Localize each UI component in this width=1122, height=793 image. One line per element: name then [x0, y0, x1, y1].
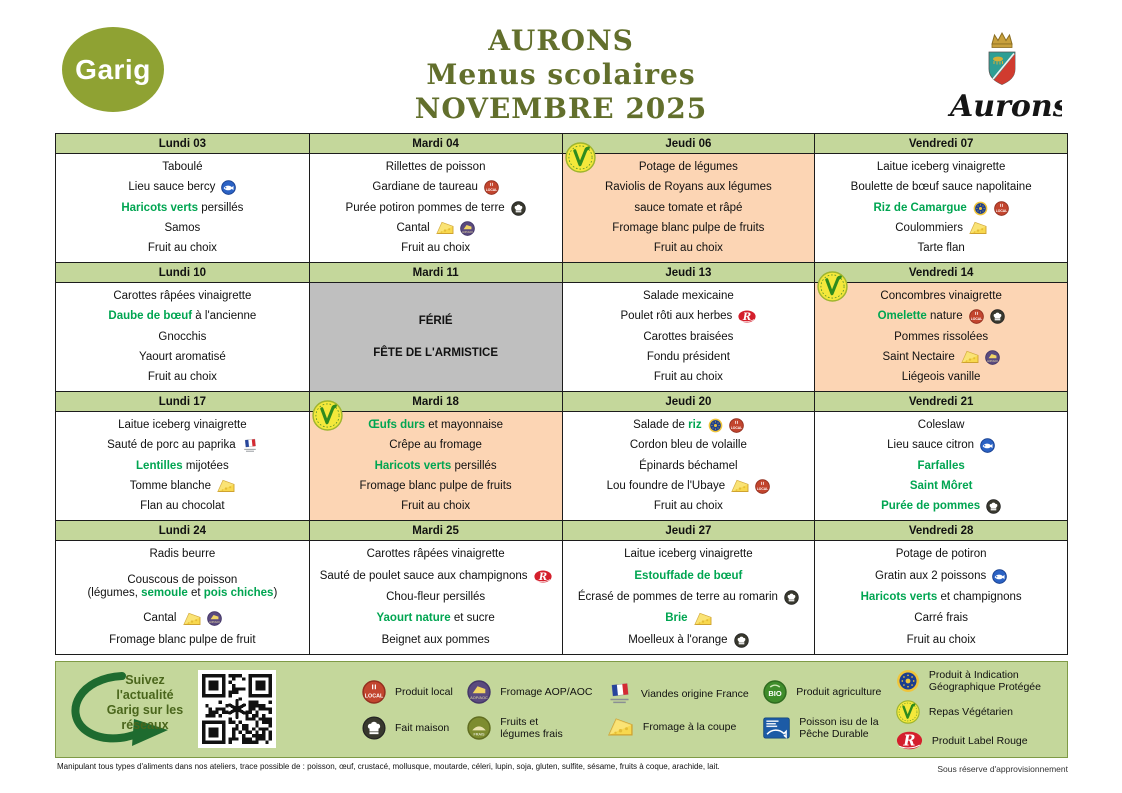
day-cell [562, 154, 815, 262]
menu-item: Yaourt nature et sucre [376, 612, 495, 625]
fromage-coupe-icon [961, 350, 979, 364]
produit-local-icon [969, 309, 984, 324]
legend-item-label: Viandes origine France [640, 687, 749, 700]
social-follow-block [56, 662, 328, 757]
day-cell [562, 541, 815, 654]
svg-text:R: R [538, 571, 547, 583]
day-header: Lundi 24 [56, 520, 309, 541]
label-rouge-icon [738, 310, 756, 323]
menu-item: Fruit au choix [147, 371, 217, 384]
follow-text: Suivez l'actualité Garig sur les réseaux [106, 673, 184, 732]
legend-column [362, 680, 453, 740]
svg-text:R: R [743, 312, 752, 324]
menu-item: Laitue iceberg vinaigrette [624, 548, 753, 561]
menu-item: Salade mexicaine [642, 289, 734, 302]
menu-item: Flan au chocolat [140, 500, 225, 513]
menu-item: Fromage blanc pulpe de fruits [612, 221, 765, 234]
menu-item: Épinards béchamel [639, 459, 738, 472]
menu-item: Moelleux à l'orange [567, 630, 811, 651]
svg-text:LOCAL: LOCAL [730, 425, 742, 430]
svg-text:LOCAL: LOCAL [995, 208, 1008, 213]
svg-text:LOCAL: LOCAL [970, 316, 982, 321]
day-header: Jeudi 06 [562, 134, 815, 154]
label-rouge-icon [896, 731, 923, 750]
viandes-france-icon [242, 438, 258, 453]
menu-item: Fruit au choix [653, 371, 723, 384]
menu-item: Fromage blanc pulpe de fruit [109, 633, 256, 646]
repas-vegetarien-badge [565, 142, 596, 173]
menu-item: Fruit au choix [147, 242, 217, 255]
peche-durable-icon [980, 438, 995, 453]
legend-item [607, 682, 749, 705]
svg-text:LOCAL: LOCAL [756, 486, 769, 491]
menu-item: Gnocchis [158, 330, 207, 343]
day-header: Vendredi 21 [814, 391, 1067, 412]
menu-item: Potage de légumes [638, 160, 738, 173]
fromage-coupe-icon [731, 479, 749, 493]
menu-item: Tarte flan [917, 242, 965, 255]
day-cell [56, 541, 309, 654]
igp-icon [973, 201, 988, 216]
day-header: Mardi 25 [309, 520, 562, 541]
legend-item [467, 680, 592, 704]
legend-item [467, 716, 592, 740]
menu-item: Yaourt aromatisé [139, 350, 226, 363]
fait-maison-icon [511, 201, 526, 216]
day-header: Mardi 04 [309, 134, 562, 154]
igp-icon [896, 669, 920, 693]
svg-text:LOCAL: LOCAL [364, 692, 384, 699]
menu-item: Gratin aux 2 poissons [819, 565, 1063, 586]
menu-item: Écrasé de pommes de terre au romarin [567, 587, 811, 608]
menu-item: Fruit au choix [653, 500, 723, 513]
legend-column [607, 682, 749, 737]
day-cell [562, 283, 815, 391]
allergen-notice: Manipulant tous types d'aliments dans nos ateliers, trace possible de : poisson, œuf, crustacé, mollusque, moutarde, céleri, lupin, soja, gluten, sulfite, sésame, fruits à coque, arachide, lait. [57, 762, 720, 771]
menu-item: Laitue iceberg vinaigrette [876, 160, 1006, 173]
day-header: Vendredi 07 [814, 134, 1067, 154]
menu-item: Coulommiers [819, 218, 1063, 238]
day-header: Jeudi 27 [562, 520, 815, 541]
day-cell [56, 283, 309, 391]
menu-item: Concombres vinaigrette [880, 289, 1002, 302]
title-month: NOVEMBRE 2025 [414, 92, 708, 125]
menu-item: Couscous de poisson (légumes, semoule et pois chiches) [87, 573, 278, 599]
legend-item [896, 669, 1041, 693]
svg-text:LOCAL: LOCAL [485, 187, 498, 192]
svg-text:AOP/AOC: AOP/AOC [461, 230, 473, 234]
produit-local-icon [362, 680, 386, 704]
label-rouge-icon [534, 570, 552, 583]
day-header: Lundi 10 [56, 262, 309, 283]
svg-text:AOP/AOC: AOP/AOC [986, 359, 998, 363]
fait-maison-icon [734, 633, 749, 648]
menu-item: Carottes râpées vinaigrette [366, 548, 505, 561]
viandes-france-icon [607, 682, 632, 705]
aurons-script-text: Aurons [950, 89, 1062, 124]
menu-item: Lieu sauce bercy [60, 177, 305, 197]
menu-item: Rillettes de poisson [385, 160, 486, 173]
garig-logo [62, 27, 164, 112]
menu-item: Haricots verts persillés [121, 201, 244, 214]
menu-item: Gardiane de taureau LOCAL [372, 181, 498, 194]
menu-item: Purée potiron pommes de terre [314, 198, 558, 218]
menu-item: Sauté de porc au paprika [60, 435, 305, 455]
menu-item: Carottes râpées vinaigrette [113, 289, 252, 302]
peche-durable-icon [221, 180, 236, 195]
produit-local-icon [729, 418, 744, 433]
legend-item [362, 680, 453, 704]
fromage-aop-icon [207, 611, 222, 626]
menu-item: Tomme blanche [60, 476, 305, 496]
menu-item: Cantal AOP/AOC [143, 612, 220, 625]
title-commune: AURONS [488, 24, 634, 57]
legend-column [467, 680, 592, 740]
legend-columns [328, 662, 1067, 757]
menu-item: Carré frais [914, 612, 968, 625]
menu-item: Purée de pommes [819, 497, 1063, 517]
menu-item: Brie [567, 608, 811, 629]
bio-icon [763, 680, 787, 704]
legend-item-label: Fromage à la coupe [642, 721, 737, 733]
menu-item: Laitue iceberg vinaigrette [118, 418, 247, 431]
day-header: Jeudi 20 [562, 391, 815, 412]
menu-item: Farfalles [917, 459, 965, 472]
menu-item: Chou-fleur persillés [386, 591, 486, 604]
legend-panel [55, 661, 1068, 758]
svg-text:FRAIS: FRAIS [473, 731, 485, 736]
aurons-coat-of-arms [942, 22, 1062, 126]
svg-text:BIO: BIO [768, 688, 782, 698]
fait-maison-icon [990, 309, 1005, 324]
day-cell [309, 154, 562, 262]
repas-vegetarien-badge [817, 271, 848, 302]
fromage-coupe-icon [183, 612, 201, 626]
menu-item: Taboulé [162, 160, 203, 173]
fait-maison-icon [362, 716, 386, 740]
qr-code [198, 670, 276, 748]
menu-item: Boulette de bœuf sauce napolitaine [850, 181, 1032, 194]
menu-item: Cantal AOP/AOC [396, 221, 473, 234]
legend-item-label: Fait maison [395, 721, 450, 734]
menu-item: Fruit au choix [401, 242, 471, 255]
day-cell [56, 412, 309, 520]
day-cell [309, 412, 562, 520]
legend-item [763, 680, 881, 704]
day-cell [56, 154, 309, 262]
menu-item: Estouffade de bœuf [634, 569, 743, 582]
menu-item: Saint Môret [909, 479, 973, 492]
menu-item: Salade de riz LOCAL [633, 418, 742, 431]
day-cell [814, 412, 1067, 520]
menu-item: Radis beurre [149, 548, 216, 561]
legend-item [896, 731, 1041, 750]
day-header: Jeudi 13 [562, 262, 815, 283]
day-header: Lundi 17 [56, 391, 309, 412]
fait-maison-icon [986, 499, 1001, 514]
menu-item: Liégeois vanille [901, 371, 981, 384]
peche-durable-icon [992, 569, 1007, 584]
menu-item: Lieu sauce citron [819, 435, 1063, 455]
day-cell [814, 541, 1067, 654]
menu-item: Carottes braisées [643, 330, 734, 343]
menu-item: Fromage blanc pulpe de fruits [359, 479, 512, 492]
repas-vegetarien-badge [312, 400, 343, 431]
day-cell [309, 541, 562, 654]
fromage-coupe-icon [969, 221, 987, 235]
fromage-coupe-icon [436, 221, 454, 235]
day-header: Lundi 03 [56, 134, 309, 154]
shield-icon [989, 52, 1015, 85]
menu-item: Potage de potiron [895, 548, 987, 561]
fromage-aop-icon [985, 350, 1000, 365]
fait-maison-icon [784, 590, 799, 605]
menu-item: Poulet rôti aux herbes R [567, 306, 811, 326]
menu-item: sauce tomate et râpé [634, 201, 743, 214]
menu-item: Daube de bœuf à l'ancienne [108, 310, 257, 323]
day-header: Mardi 11 [309, 262, 562, 283]
holiday-notice: FÉRIÉ FÊTE DE L'ARMISTICE [373, 315, 498, 359]
menu-item: Raviolis de Royans aux légumes [604, 181, 772, 194]
menu-item: Riz de Camargue LOCAL [873, 201, 1008, 214]
menu-item: Sauté de poulet sauce aux champignons R [314, 565, 558, 586]
supply-note: Sous réserve d'approvisionnement [937, 764, 1068, 774]
legend-column [896, 669, 1041, 750]
menu-item: Fruit au choix [653, 242, 723, 255]
legend-item-label: Poisson isu de la Pêche Durable [799, 715, 879, 740]
menu-item: Fondu président [646, 350, 730, 363]
produit-local-icon [484, 180, 499, 195]
menu-item: Œufs durs et mayonnaise [368, 418, 504, 431]
menu-item: Haricots verts persillés [374, 459, 497, 472]
day-cell [309, 283, 562, 391]
menu-item: Saint Nectaire AOP/AOC [882, 350, 998, 363]
day-cell [814, 283, 1067, 391]
menu-item: Lou foundre de l'Ubaye LOCAL [606, 479, 769, 492]
fromage-coupe-icon [607, 717, 634, 737]
legend-column [763, 680, 881, 740]
day-cell [814, 154, 1067, 262]
garig-logo-text: Garig [75, 53, 151, 85]
menu-item: Fruit au choix [906, 633, 976, 646]
legend-item [607, 717, 749, 737]
menu-item: Fruit au choix [401, 500, 471, 513]
fruits-legumes-icon [467, 716, 491, 740]
menu-item: Lentilles mijotées [136, 459, 229, 472]
svg-text:AOP/AOC: AOP/AOC [470, 694, 489, 700]
legend-item-label: Produit local [395, 685, 453, 698]
fromage-coupe-icon [217, 479, 235, 493]
legend-item-label: Repas Végétarien [928, 706, 1013, 718]
menu-item: Haricots verts et champignons [860, 591, 1022, 604]
legend-item-label: Fruits et légumes frais [500, 715, 563, 740]
produit-local-icon [755, 479, 770, 494]
fromage-coupe-icon [694, 612, 712, 626]
svg-text:R: R [903, 732, 916, 750]
legend-item [763, 716, 881, 740]
menu-item: Crêpe au fromage [389, 439, 482, 452]
igp-icon [708, 418, 723, 433]
title-subject: Menus scolaires [426, 58, 696, 91]
menu-table [55, 133, 1068, 655]
day-header: Vendredi 28 [814, 520, 1067, 541]
legend-item-label: Produit Label Rouge [931, 734, 1028, 747]
legend-item-label: Produit à Indication Géographique Protégée [928, 669, 1041, 693]
menu-item: Coleslaw [917, 418, 965, 431]
page-title [261, 24, 861, 126]
menu-item: Cordon bleu de volaille [629, 439, 747, 452]
legend-item-label: Produit agriculture [796, 685, 882, 698]
day-header: Mardi 18 [309, 391, 562, 412]
day-header: Vendredi 14 [814, 262, 1067, 283]
menu-item: Beignet aux pommes [381, 633, 490, 646]
peche-durable-msc-icon [763, 717, 790, 739]
svg-text:AOP/AOC: AOP/AOC [208, 621, 220, 625]
menu-item: Pommes rissolées [894, 330, 989, 343]
repas-vegetarien-icon [896, 700, 920, 724]
menu-item: Samos [164, 221, 201, 234]
fromage-aop-icon [467, 680, 491, 704]
legend-item-label: Fromage AOP/AOC [500, 685, 593, 698]
fromage-aop-icon [460, 221, 475, 236]
legend-item [896, 700, 1041, 724]
legend-item [362, 716, 453, 740]
crown-icon [992, 33, 1012, 48]
day-cell [562, 412, 815, 520]
menu-item: Omelette nature LOCAL [819, 306, 1063, 326]
produit-local-icon [994, 201, 1009, 216]
